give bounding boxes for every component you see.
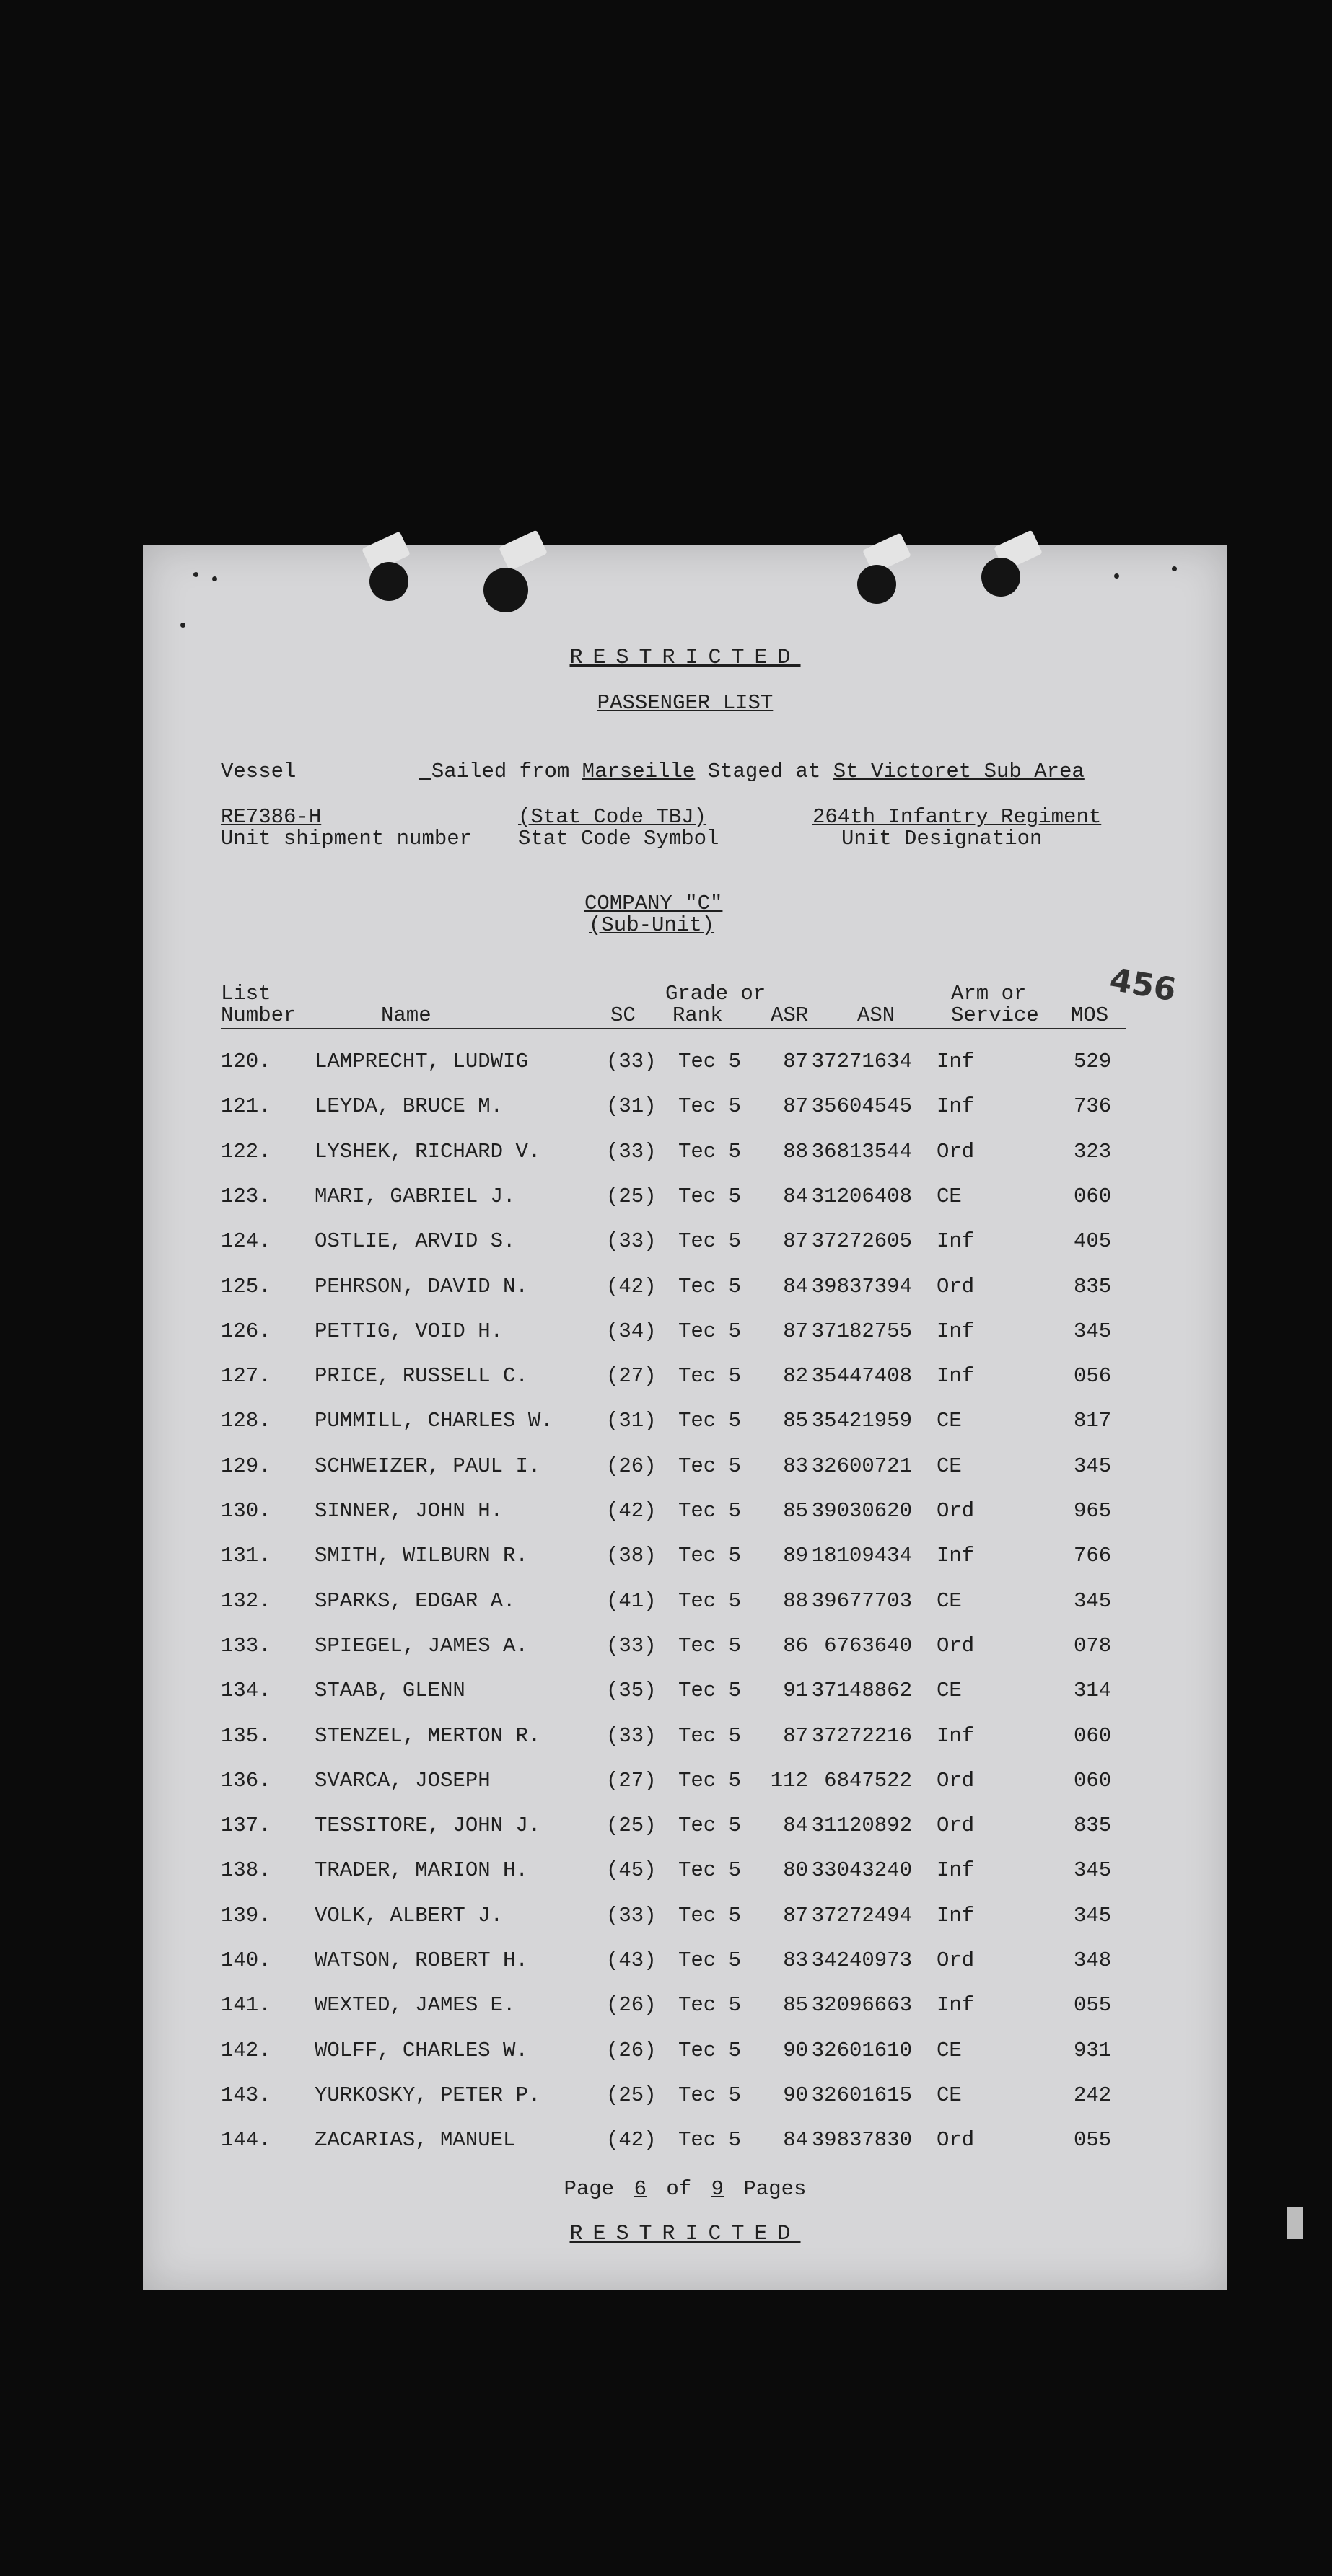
cell-arm: CE: [937, 2038, 962, 2062]
cell-name: SMITH, WILBURN R.: [315, 1544, 528, 1568]
cell-mos: 060: [1074, 1723, 1112, 1748]
cell-asr: 86: [783, 1633, 808, 1658]
page-total: 9: [711, 2177, 724, 2201]
col-sc: SC: [610, 1003, 636, 1027]
unit-designation: 264th Infantry Regiment: [812, 805, 1102, 829]
cell-mos: 060: [1074, 1184, 1112, 1208]
cell-grade: Tec 5: [678, 1588, 742, 1613]
cell-list-number: 136.: [221, 1768, 271, 1793]
cell-grade: Tec 5: [678, 1903, 742, 1927]
cell-grade: Tec 5: [678, 1094, 742, 1119]
document-subtitle: PASSENGER LIST: [597, 691, 774, 715]
cell-list-number: 123.: [221, 1184, 271, 1208]
cell-sc: (45): [606, 1858, 657, 1883]
cell-arm: CE: [937, 2083, 962, 2107]
cell-sc: (26): [606, 1454, 657, 1478]
cell-sc: (34): [606, 1319, 657, 1343]
cell-sc: (25): [606, 2083, 657, 2107]
cell-grade: Tec 5: [678, 1768, 742, 1793]
cell-grade: Tec 5: [678, 2128, 742, 2153]
cell-sc: (35): [606, 1679, 657, 1703]
cell-asr: 85: [783, 1993, 808, 2018]
cell-sc: (27): [606, 1768, 657, 1793]
cell-mos: 931: [1074, 2038, 1112, 2062]
cell-sc: (41): [606, 1588, 657, 1613]
cell-asr: 87: [783, 1723, 808, 1748]
cell-grade: Tec 5: [678, 1229, 742, 1254]
cell-name: SVARCA, JOSEPH: [315, 1768, 491, 1793]
cell-mos: 348: [1074, 1948, 1112, 1972]
binder-hole: [369, 562, 408, 601]
cell-mos: 345: [1074, 1319, 1112, 1343]
cell-asr: 87: [783, 1094, 808, 1119]
cell-grade: Tec 5: [678, 1274, 742, 1298]
cell-arm: Inf: [937, 1903, 975, 1927]
col-asn: ASN: [857, 1003, 895, 1027]
cell-mos: 345: [1074, 1454, 1112, 1478]
cell-grade: Tec 5: [678, 1679, 742, 1703]
document-page: [143, 545, 1227, 2290]
cell-sc: (43): [606, 1948, 657, 1972]
cell-arm: Ord: [937, 1139, 975, 1164]
cell-list-number: 127.: [221, 1364, 271, 1389]
col-list-number-line1: List: [221, 982, 271, 1006]
cell-arm: Ord: [937, 1768, 975, 1793]
cell-mos: 817: [1074, 1409, 1112, 1433]
cell-grade: Tec 5: [678, 1050, 742, 1073]
cell-name: STAAB, GLENN: [315, 1679, 465, 1703]
header-rule: [221, 1028, 1126, 1029]
cell-list-number: 125.: [221, 1274, 271, 1298]
stat-code-block: [518, 806, 719, 850]
cell-grade: Tec 5: [678, 1364, 742, 1389]
cell-grade: Tec 5: [678, 2083, 742, 2107]
cell-mos: 056: [1074, 1364, 1112, 1389]
cell-list-number: 126.: [221, 1319, 271, 1343]
cell-mos: 078: [1074, 1633, 1112, 1658]
cell-list-number: 142.: [221, 2038, 271, 2062]
handwritten-page-number: 456: [1107, 961, 1179, 1009]
sailed-from-label: Sailed from: [431, 760, 570, 783]
cell-name: PEHRSON, DAVID N.: [315, 1274, 528, 1298]
cell-mos: 345: [1074, 1588, 1112, 1613]
speck: [193, 572, 198, 577]
cell-arm: Inf: [937, 1858, 975, 1883]
cell-sc: (27): [606, 1364, 657, 1389]
cell-sc: (42): [606, 1499, 657, 1523]
cell-asr: 88: [783, 1139, 808, 1164]
cell-asr: 84: [783, 1184, 808, 1208]
cell-asr: 84: [783, 2128, 808, 2153]
speck: [1114, 573, 1119, 579]
cell-mos: 835: [1074, 1274, 1112, 1298]
cell-name: WEXTED, JAMES E.: [315, 1993, 516, 2018]
speck: [212, 576, 217, 581]
col-name: Name: [381, 1003, 431, 1027]
col-grade: [665, 983, 766, 1027]
cell-list-number: 143.: [221, 2083, 271, 2107]
cell-mos: 965: [1074, 1499, 1112, 1523]
cell-asr: 87: [783, 1319, 808, 1343]
cell-list-number: 128.: [221, 1409, 271, 1433]
page-count: [143, 2177, 1227, 2201]
pages-label: Pages: [743, 2177, 807, 2201]
shipment-number: RE7386-H: [221, 805, 322, 829]
cell-asr: 90: [783, 2038, 808, 2062]
cell-asn: 35421959: [811, 1409, 912, 1433]
unit-designation-block: [812, 806, 1101, 850]
cell-arm: Inf: [937, 1364, 975, 1389]
cell-sc: (33): [606, 1903, 657, 1927]
cell-arm: CE: [937, 1588, 962, 1613]
cell-asn: 37272605: [811, 1229, 912, 1254]
sub-unit-label: (Sub-Unit): [589, 913, 715, 937]
col-mos: MOS: [1071, 1003, 1109, 1027]
cell-mos: 345: [1074, 1858, 1112, 1883]
col-grade-line1: Grade or: [665, 982, 766, 1006]
cell-name: PRICE, RUSSELL C.: [315, 1364, 528, 1389]
cell-asr: 91: [783, 1679, 808, 1703]
cell-asn: 37271634: [811, 1050, 912, 1073]
cell-arm: Ord: [937, 1274, 975, 1298]
cell-sc: (31): [606, 1094, 657, 1119]
cell-asr: 112: [770, 1768, 808, 1793]
page-number: 6: [634, 2177, 647, 2201]
cell-sc: (25): [606, 1184, 657, 1208]
cell-asn: 36813544: [811, 1139, 912, 1164]
cell-grade: Tec 5: [678, 1723, 742, 1748]
cell-mos: 736: [1074, 1094, 1112, 1119]
col-asr: ASR: [771, 1003, 809, 1027]
cell-name: MARI, GABRIEL J.: [315, 1184, 516, 1208]
cell-asr: 87: [783, 1050, 808, 1073]
cell-asn: 39837394: [811, 1274, 912, 1298]
col-list-number-line2: Number: [221, 1003, 297, 1027]
binder-hole: [483, 568, 528, 612]
cell-arm: Inf: [937, 1094, 975, 1119]
vessel-label: Vessel: [221, 760, 297, 783]
cell-name: LEYDA, BRUCE M.: [315, 1094, 504, 1119]
cell-asn: 32600721: [811, 1454, 912, 1478]
cell-grade: Tec 5: [678, 1814, 742, 1838]
cell-mos: 242: [1074, 2083, 1112, 2107]
cell-arm: Inf: [937, 1319, 975, 1343]
cell-list-number: 134.: [221, 1679, 271, 1703]
cell-name: SINNER, JOHN H.: [315, 1499, 504, 1523]
cell-sc: (42): [606, 1274, 657, 1298]
cell-asn: 35447408: [811, 1364, 912, 1389]
cell-arm: CE: [937, 1454, 962, 1478]
cell-arm: CE: [937, 1409, 962, 1433]
cell-name: WATSON, ROBERT H.: [315, 1948, 528, 1972]
cell-name: VOLK, ALBERT J.: [315, 1903, 504, 1927]
vessel-line: [221, 760, 1085, 783]
document-title: RESTRICTED: [569, 646, 801, 670]
cell-name: TESSITORE, JOHN J.: [315, 1814, 541, 1838]
cell-mos: 060: [1074, 1768, 1112, 1793]
binder-hole: [981, 558, 1020, 597]
speck: [180, 623, 185, 628]
cell-grade: Tec 5: [678, 1993, 742, 2018]
stat-code: (Stat Code TBJ): [518, 805, 707, 829]
col-list-number: [221, 983, 296, 1027]
col-grade-line2: Rank: [672, 1003, 723, 1027]
cell-sc: (33): [606, 1050, 657, 1073]
cell-grade: Tec 5: [678, 1858, 742, 1883]
cell-sc: (33): [606, 1139, 657, 1164]
stat-code-label: Stat Code Symbol: [518, 827, 719, 850]
cell-list-number: 130.: [221, 1499, 271, 1523]
sub-unit: COMPANY "C": [584, 892, 723, 915]
shipment-block: [221, 806, 482, 850]
col-arm-line2: Service: [951, 1003, 1039, 1027]
cell-arm: CE: [937, 1679, 962, 1703]
cell-arm: Ord: [937, 1633, 975, 1658]
cell-asr: 90: [783, 2083, 808, 2107]
cell-asr: 85: [783, 1409, 808, 1433]
cell-arm: Inf: [937, 1229, 975, 1254]
cell-asn: 31206408: [811, 1184, 912, 1208]
cell-name: TRADER, MARION H.: [315, 1858, 528, 1883]
cell-asr: 87: [783, 1903, 808, 1927]
cell-grade: Tec 5: [678, 1139, 742, 1164]
cell-asr: 83: [783, 1948, 808, 1972]
shipment-label: Unit shipment number: [221, 827, 473, 850]
cell-sc: (38): [606, 1544, 657, 1568]
cell-list-number: 137.: [221, 1814, 271, 1838]
cell-asn: 33043240: [811, 1858, 912, 1883]
col-arm: [951, 983, 1039, 1027]
cell-mos: 055: [1074, 2128, 1112, 2153]
cell-list-number: 132.: [221, 1588, 271, 1613]
cell-mos: 055: [1074, 1993, 1112, 2018]
of-label: of: [666, 2177, 692, 2201]
cell-grade: Tec 5: [678, 1948, 742, 1972]
cell-grade: Tec 5: [678, 1319, 742, 1343]
sub-unit-block: [584, 893, 722, 936]
page-label: Page: [564, 2177, 615, 2201]
cell-asn: 39030620: [811, 1499, 912, 1523]
cell-list-number: 122.: [221, 1139, 271, 1164]
cell-asr: 88: [783, 1588, 808, 1613]
cell-arm: Inf: [937, 1544, 975, 1568]
cell-sc: (31): [606, 1409, 657, 1433]
cell-name: ZACARIAS, MANUEL: [315, 2128, 516, 2153]
cell-asr: 82: [783, 1364, 808, 1389]
cell-asr: 85: [783, 1499, 808, 1523]
unit-designation-label: Unit Designation: [841, 827, 1043, 850]
cell-asn: 31120892: [811, 1814, 912, 1838]
cell-mos: 323: [1074, 1139, 1112, 1164]
cell-list-number: 133.: [221, 1633, 271, 1658]
cell-list-number: 131.: [221, 1544, 271, 1568]
cell-mos: 314: [1074, 1679, 1112, 1703]
cell-list-number: 121.: [221, 1094, 271, 1119]
cell-asn: 37272216: [811, 1723, 912, 1748]
cell-asr: 83: [783, 1454, 808, 1478]
cell-asr: 87: [783, 1229, 808, 1254]
cell-asr: 89: [783, 1544, 808, 1568]
cell-grade: Tec 5: [678, 1409, 742, 1433]
cell-arm: Ord: [937, 1814, 975, 1838]
cell-sc: (26): [606, 2038, 657, 2062]
col-arm-line1: Arm or: [951, 982, 1027, 1006]
cell-asr: 84: [783, 1274, 808, 1298]
cell-arm: Ord: [937, 2128, 975, 2153]
cell-asn: 37272494: [811, 1903, 912, 1927]
cell-asn: 32601615: [811, 2083, 912, 2107]
cell-list-number: 139.: [221, 1903, 271, 1927]
cell-name: PETTIG, VOID H.: [315, 1319, 504, 1343]
cell-asn: 35604545: [811, 1094, 912, 1119]
cell-grade: Tec 5: [678, 1544, 742, 1568]
cell-mos: 345: [1074, 1903, 1112, 1927]
cell-arm: Ord: [937, 1948, 975, 1972]
cell-list-number: 141.: [221, 1993, 271, 2018]
cell-mos: 405: [1074, 1229, 1112, 1254]
cell-list-number: 129.: [221, 1454, 271, 1478]
cell-asn: 6847522: [824, 1768, 912, 1793]
cell-grade: Tec 5: [678, 2038, 742, 2062]
cell-grade: Tec 5: [678, 1499, 742, 1523]
cell-grade: Tec 5: [678, 1184, 742, 1208]
cell-asn: 6763640: [824, 1633, 912, 1658]
cell-arm: Inf: [937, 1723, 975, 1748]
cell-list-number: 135.: [221, 1723, 271, 1748]
cell-grade: Tec 5: [678, 1633, 742, 1658]
film-edge-mark: [1287, 2207, 1303, 2239]
cell-sc: (33): [606, 1229, 657, 1254]
binder-hole: [857, 565, 896, 604]
cell-asn: 37148862: [811, 1679, 912, 1703]
cell-list-number: 120.: [221, 1050, 271, 1073]
cell-sc: (25): [606, 1814, 657, 1838]
cell-name: STENZEL, MERTON R.: [315, 1723, 541, 1748]
cell-name: OSTLIE, ARVID S.: [315, 1229, 516, 1254]
cell-sc: (42): [606, 2128, 657, 2153]
cell-arm: Inf: [937, 1050, 975, 1073]
cell-name: SCHWEIZER, PAUL I.: [315, 1454, 541, 1478]
cell-name: WOLFF, CHARLES W.: [315, 2038, 528, 2062]
cell-arm: CE: [937, 1184, 962, 1208]
cell-asr: 80: [783, 1858, 808, 1883]
cell-mos: 766: [1074, 1544, 1112, 1568]
cell-sc: (33): [606, 1633, 657, 1658]
staged-at-label: Staged at: [707, 760, 821, 783]
sailed-from-value: Marseille: [582, 760, 696, 783]
cell-list-number: 124.: [221, 1229, 271, 1254]
cell-asn: 32601610: [811, 2038, 912, 2062]
cell-list-number: 144.: [221, 2128, 271, 2153]
cell-name: SPIEGEL, JAMES A.: [315, 1633, 528, 1658]
cell-asn: 32096663: [811, 1993, 912, 2018]
cell-name: PUMMILL, CHARLES W.: [315, 1409, 553, 1433]
cell-name: YURKOSKY, PETER P.: [315, 2083, 541, 2107]
cell-name: LYSHEK, RICHARD V.: [315, 1139, 541, 1164]
footer-restricted: RESTRICTED: [569, 2222, 801, 2246]
cell-list-number: 138.: [221, 1858, 271, 1883]
cell-list-number: 140.: [221, 1948, 271, 1972]
staged-at-value: St Victoret Sub Area: [833, 760, 1085, 783]
speck: [1172, 566, 1177, 571]
cell-mos: 835: [1074, 1814, 1112, 1838]
cell-mos: 529: [1074, 1050, 1112, 1073]
cell-asn: 39677703: [811, 1588, 912, 1613]
cell-sc: (33): [606, 1723, 657, 1748]
cell-arm: Ord: [937, 1499, 975, 1523]
cell-asr: 84: [783, 1814, 808, 1838]
cell-grade: Tec 5: [678, 1454, 742, 1478]
cell-arm: Inf: [937, 1993, 975, 2018]
cell-name: SPARKS, EDGAR A.: [315, 1588, 516, 1613]
cell-sc: (26): [606, 1993, 657, 2018]
cell-asn: 18109434: [811, 1544, 912, 1568]
cell-name: LAMPRECHT, LUDWIG: [315, 1050, 528, 1073]
cell-asn: 39837830: [811, 2128, 912, 2153]
cell-asn: 37182755: [811, 1319, 912, 1343]
cell-asn: 34240973: [811, 1948, 912, 1972]
paper-tear: [499, 529, 548, 571]
